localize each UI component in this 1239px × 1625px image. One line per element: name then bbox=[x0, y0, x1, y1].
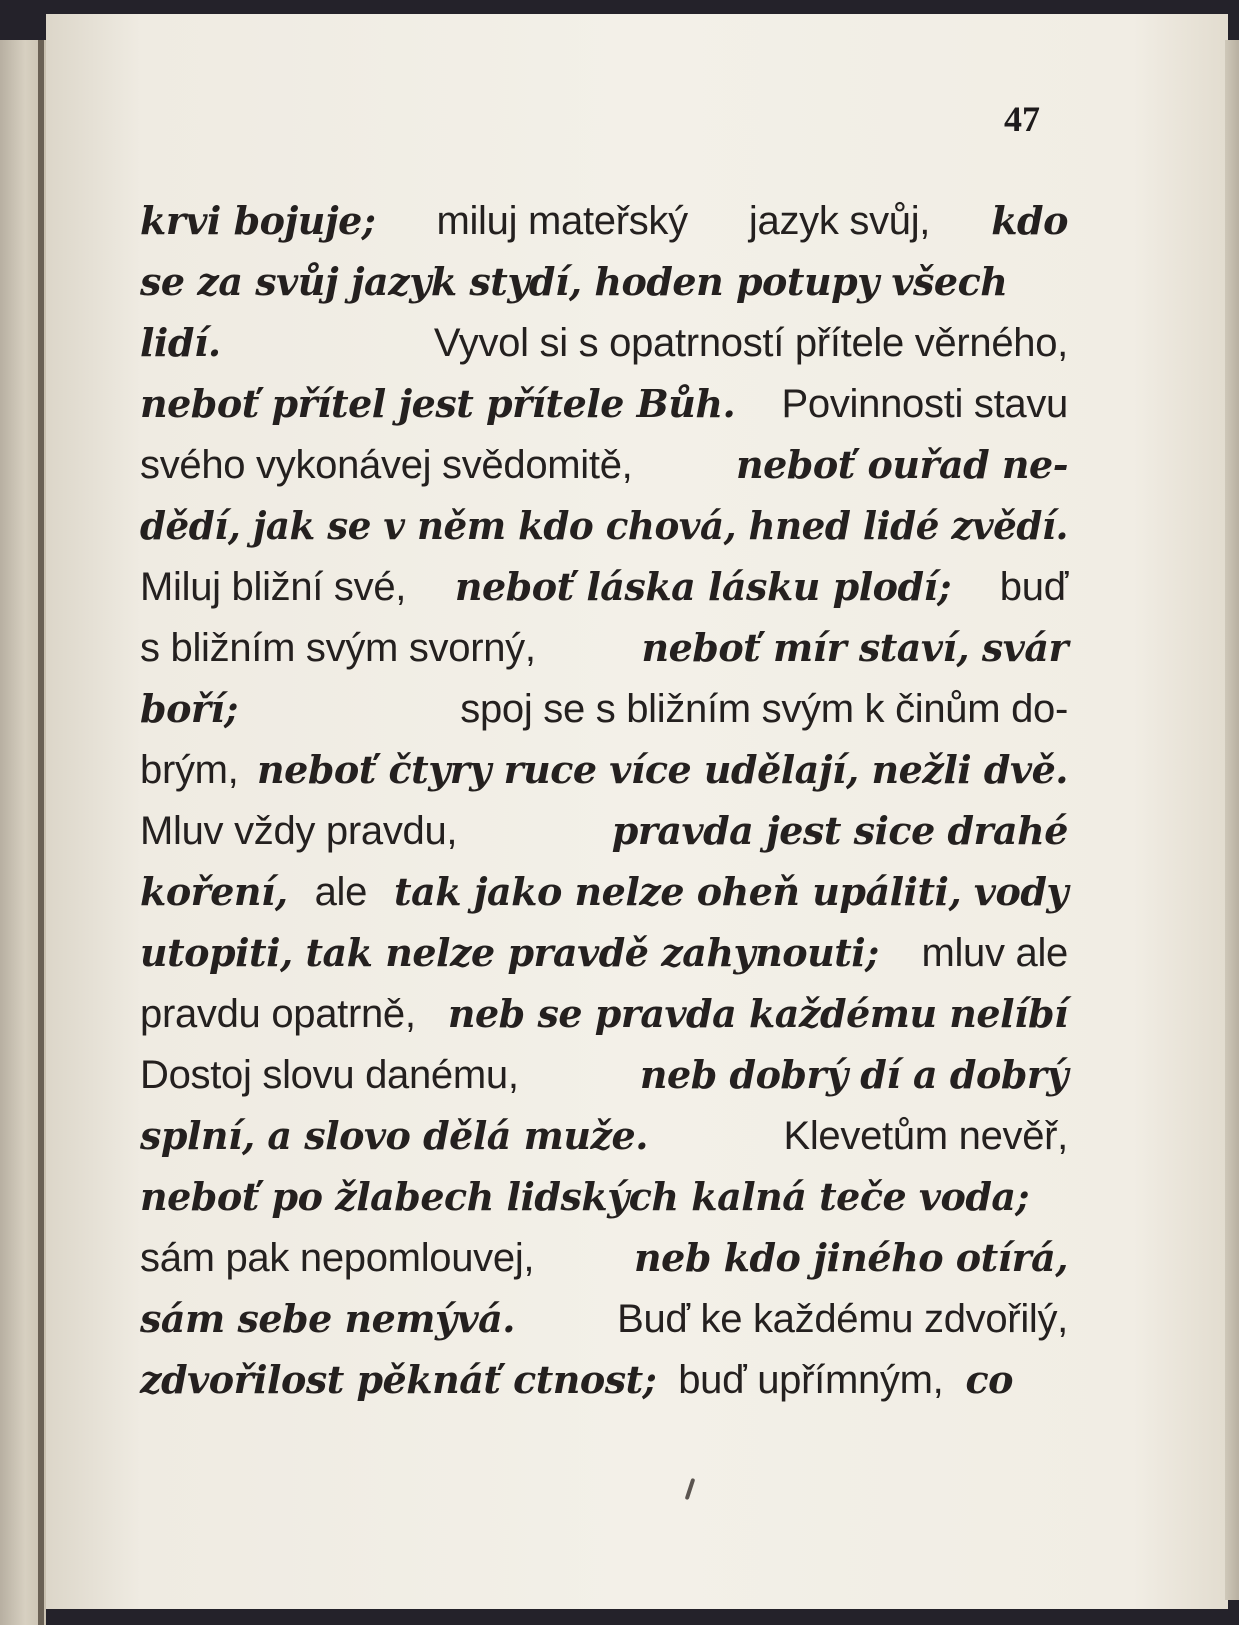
right-page-edge bbox=[1225, 40, 1239, 1600]
text-line bbox=[140, 1288, 1068, 1349]
roman-text-segment: ale bbox=[314, 870, 368, 914]
italic-text-segment: neboť mír staví, svár bbox=[641, 625, 1068, 670]
text-line bbox=[140, 1044, 1068, 1105]
roman-text-segment: Povinnosti stavu bbox=[781, 382, 1068, 426]
text-line bbox=[140, 678, 1068, 739]
text-line bbox=[140, 983, 1068, 1044]
text-line bbox=[140, 1349, 1068, 1410]
italic-text-segment: neboť ouřad ne- bbox=[736, 442, 1068, 487]
text-line bbox=[140, 251, 1068, 312]
roman-text-segment: miluj mateřský bbox=[436, 199, 688, 243]
text-line bbox=[140, 190, 1068, 251]
italic-text-segment: se za svůj jazyk stydí, hoden potupy všech bbox=[140, 259, 1008, 304]
body-text bbox=[140, 190, 1068, 1410]
roman-text-segment: spoj se s bližním svým k činům do- bbox=[460, 687, 1068, 731]
italic-text-segment: kdo bbox=[991, 198, 1068, 243]
italic-text-segment: lidí. bbox=[140, 320, 221, 365]
italic-text-segment: neboť přítel jest přítele Bůh. bbox=[140, 381, 736, 426]
italic-text-segment: dědí, jak se v něm kdo chová, hned lidé zvědí. bbox=[140, 503, 1068, 548]
italic-text-segment: sám sebe nemývá. bbox=[140, 1296, 516, 1341]
roman-text-segment: Dostoj slovu danému, bbox=[140, 1053, 519, 1097]
italic-text-segment: zdvořilost pěknáť ctnost; bbox=[140, 1357, 657, 1402]
italic-text-segment: neb kdo jiného otírá, bbox=[634, 1235, 1068, 1280]
roman-text-segment: svého vykonávej svědomitě, bbox=[140, 443, 633, 487]
italic-text-segment: co bbox=[965, 1357, 1013, 1402]
roman-text-segment: buď upřímným, bbox=[678, 1358, 944, 1402]
text-line bbox=[140, 861, 1068, 922]
text-line bbox=[140, 617, 1068, 678]
roman-text-segment: brým, bbox=[140, 748, 239, 792]
italic-text-segment: boří; bbox=[140, 686, 238, 731]
italic-text-segment: neb dobrý dí a dobrý bbox=[639, 1052, 1068, 1097]
italic-text-segment: utopiti, tak nelze pravdě zahynouti; bbox=[140, 930, 879, 975]
text-line bbox=[140, 739, 1068, 800]
italic-text-segment: splní, a slovo dělá muže. bbox=[140, 1113, 648, 1158]
roman-text-segment: Klevetům nevěř, bbox=[783, 1114, 1068, 1158]
italic-text-segment: neboť čtyry ruce více udělají, nežli dvě. bbox=[257, 747, 1068, 792]
italic-text-segment: neboť láska lásku plodí; bbox=[454, 564, 952, 609]
italic-text-segment: koření, bbox=[140, 869, 288, 914]
book-spine bbox=[38, 40, 44, 1625]
text-line bbox=[140, 1227, 1068, 1288]
italic-text-segment: tak jako nelze oheň upáliti, vody bbox=[394, 869, 1068, 914]
roman-text-segment: Miluj bližní své, bbox=[140, 565, 407, 609]
page-number: 47 bbox=[1004, 99, 1040, 139]
text-line bbox=[140, 556, 1068, 617]
roman-text-segment: pravdu opatrně, bbox=[140, 992, 416, 1036]
roman-text-segment: buď bbox=[999, 565, 1068, 609]
italic-text-segment: neb se pravda každému nelíbí bbox=[447, 991, 1068, 1036]
roman-text-segment: mluv ale bbox=[921, 931, 1068, 975]
roman-text-segment: sám pak nepomlouvej, bbox=[140, 1236, 535, 1280]
text-line bbox=[140, 1166, 1068, 1227]
roman-text-segment: s bližním svým svorný, bbox=[140, 626, 536, 670]
italic-text-segment: neboť po žlabech lidských kalná teče voda; bbox=[140, 1174, 1030, 1219]
roman-text-segment: jazyk svůj, bbox=[748, 199, 931, 243]
roman-text-segment: Mluv vždy pravdu, bbox=[140, 809, 458, 853]
text-line bbox=[140, 800, 1068, 861]
italic-text-segment: pravda jest sice drahé bbox=[611, 808, 1068, 853]
text-line bbox=[140, 495, 1068, 556]
italic-text-segment: krvi bojuje; bbox=[140, 198, 376, 243]
roman-text-segment: Vyvol si s opatrností přítele věrného, bbox=[433, 321, 1068, 365]
text-line bbox=[140, 434, 1068, 495]
text-line bbox=[140, 312, 1068, 373]
text-line bbox=[140, 1105, 1068, 1166]
text-line bbox=[140, 373, 1068, 434]
roman-text-segment: Buď ke každému zdvořilý, bbox=[617, 1297, 1068, 1341]
text-line bbox=[140, 922, 1068, 983]
